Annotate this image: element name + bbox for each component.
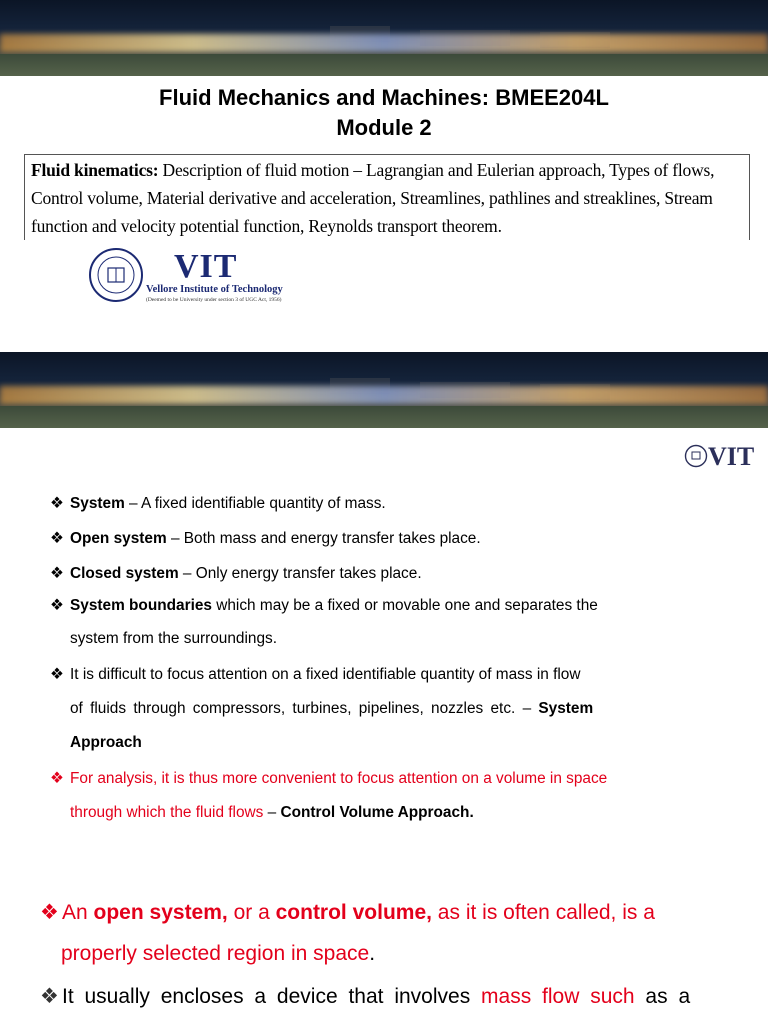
vit-small-logo-word: VIT [708, 442, 755, 471]
list-item [50, 529, 481, 548]
term: System [70, 495, 125, 512]
list-item [50, 564, 422, 583]
term: System [538, 700, 594, 717]
term: Open system [70, 530, 167, 547]
course-title: Fluid Mechanics and Machines: BMEE204L [159, 85, 609, 110]
list-item-continuation [70, 804, 474, 822]
diamond-bullet-icon: ❖ [50, 666, 64, 683]
campus-banner-image [0, 352, 768, 428]
text: or a [227, 901, 276, 924]
diamond-bullet-icon: ❖ [40, 901, 59, 924]
list-item-continuation [70, 700, 593, 718]
term: Closed system [70, 565, 179, 582]
term: Approach [70, 734, 142, 751]
list-item-continuation [70, 734, 142, 752]
syllabus-box [24, 154, 750, 240]
text: as it is often called, is a [431, 901, 655, 924]
definition: of fluids through compressors, turbines, pipelines, nozzles etc. – [70, 700, 539, 717]
text: It usually encloses a device that involves [62, 985, 482, 1008]
vit-small-logo [684, 444, 768, 472]
diamond-bullet-icon: ❖ [50, 565, 64, 582]
list-item-continuation: system from the surroundings. [70, 630, 277, 647]
definition: For analysis, it is thus more convenient to focus attention on a volume in space [70, 770, 608, 787]
dash: – [263, 804, 281, 821]
text: . [369, 942, 376, 965]
term: Control Volume Approach. [280, 804, 474, 821]
vit-logo [88, 246, 288, 304]
diamond-bullet-icon: ❖ [40, 985, 59, 1008]
vit-seal-icon [684, 444, 708, 468]
diamond-bullet-icon: ❖ [50, 495, 64, 512]
syllabus-line: function and velocity potential function, Reynolds transport theorem. [31, 216, 502, 236]
definition: – A fixed identifiable quantity of mass. [124, 495, 386, 512]
text: as a [634, 985, 691, 1008]
diamond-bullet-icon: ❖ [50, 530, 64, 547]
vit-logo-note: (Deemed to be University under section 3 of UGC Act, 1956) [146, 297, 282, 303]
diamond-bullet-icon: ❖ [50, 597, 64, 614]
paragraph-device [40, 984, 740, 1009]
module-title: Module 2 [336, 115, 432, 140]
text: An [62, 901, 94, 924]
text: properly selected region in space [61, 942, 370, 965]
definition: It is difficult to focus attention on a fixed identifiable quantity of mass in flow [70, 666, 581, 683]
paragraph-open-system-line2 [61, 942, 761, 966]
vit-logo-name: Vellore Institute of Technology [146, 284, 283, 295]
syllabus-line: Control volume, Material derivative and acceleration, Streamlines, pathlines and streaklines, Stream [31, 188, 713, 208]
term: open system, [93, 901, 228, 924]
slide-1 [0, 0, 768, 340]
definition: – Only energy transfer takes place. [178, 565, 422, 582]
campus-banner-image [0, 0, 768, 76]
list-item [50, 665, 580, 684]
vit-logo-word: VIT [174, 248, 238, 285]
paragraph-open-system [40, 900, 740, 925]
list-item [50, 596, 598, 615]
definition: – Both mass and energy transfer takes place. [166, 530, 481, 547]
term: control volume, [275, 901, 432, 924]
list-item [50, 769, 607, 788]
vit-seal-icon [88, 246, 144, 304]
text: mass flow such [481, 985, 635, 1008]
list-item [50, 494, 386, 513]
diamond-bullet-icon: ❖ [50, 770, 64, 787]
syllabus-line: Description of fluid motion – Lagrangian and Eulerian approach, Types of flows, [158, 160, 715, 180]
syllabus-label: Fluid kinematics: [31, 160, 159, 180]
definition: which may be a fixed or movable one and separates the [211, 597, 598, 614]
definition: through which the fluid flows [70, 804, 264, 821]
term: System boundaries [70, 597, 212, 614]
